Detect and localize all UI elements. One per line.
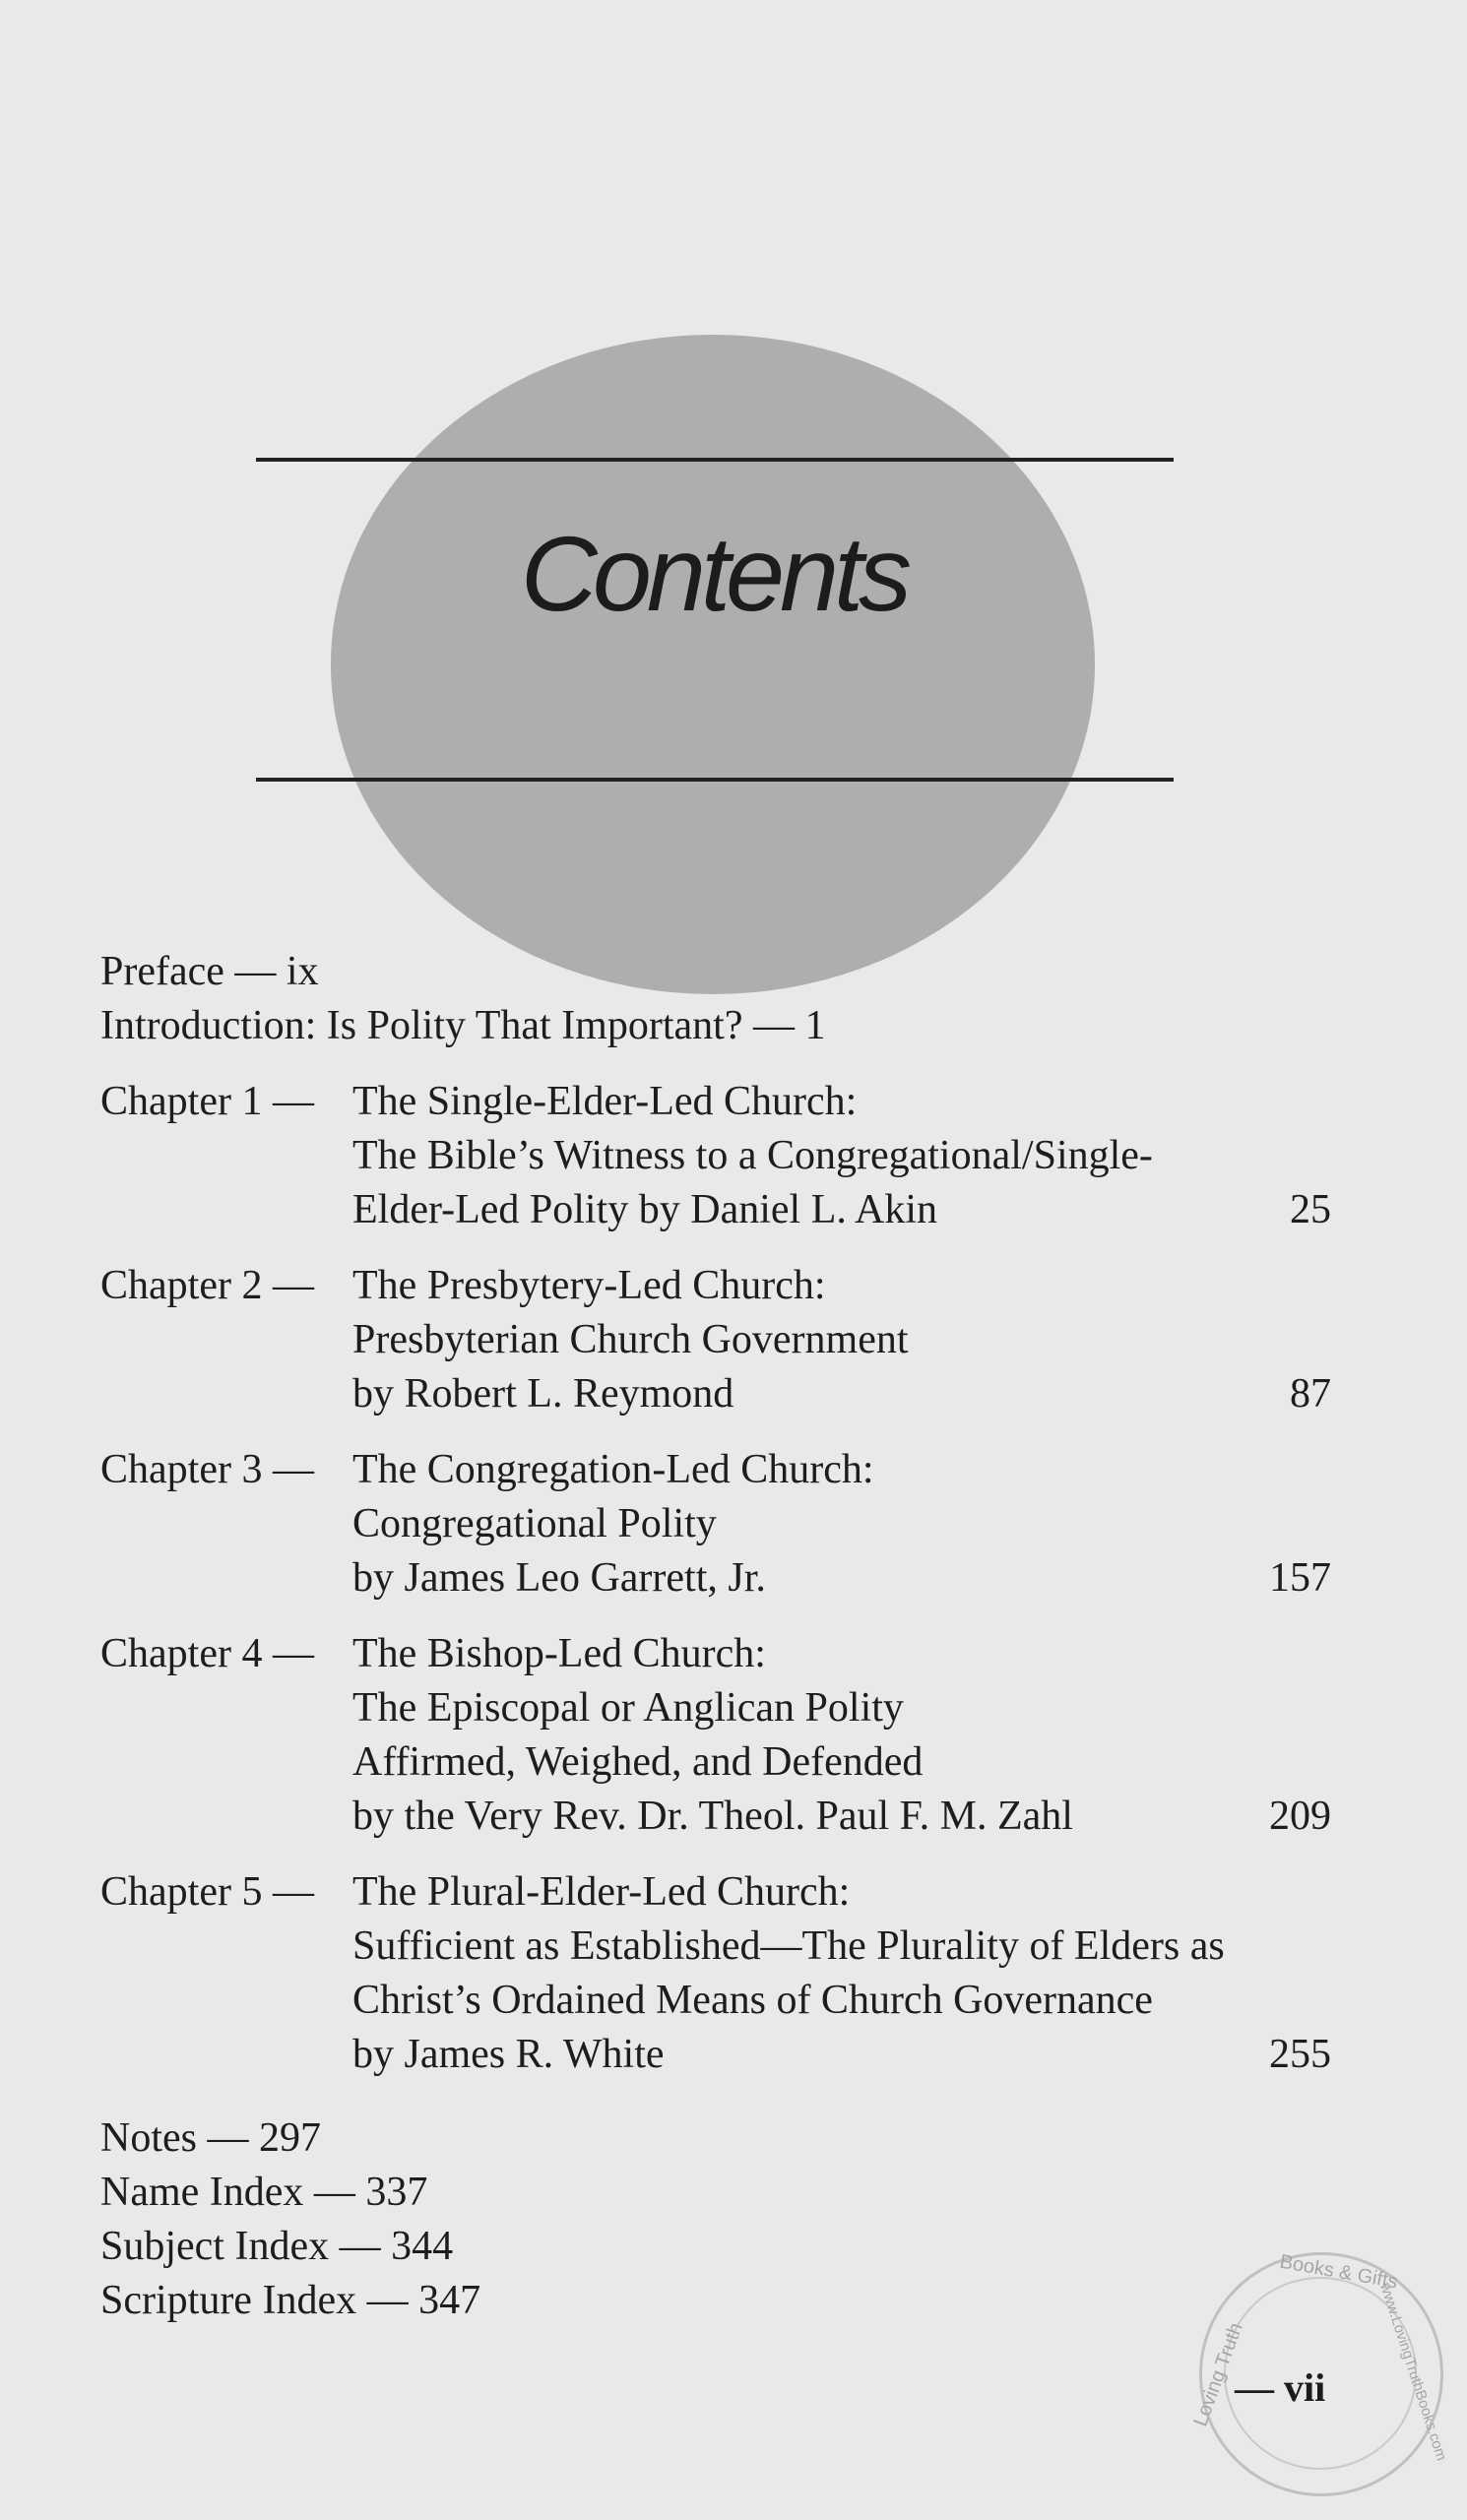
title-rule-bottom <box>256 778 1174 782</box>
toc-entry-name-index[interactable]: Name Index — 337 <box>100 2170 428 2215</box>
background-ellipse <box>331 335 1095 994</box>
chapter-page-number: 209 <box>1269 1794 1331 1839</box>
chapter-author-line: by Robert L. Reymond <box>352 1371 734 1417</box>
chapter-author-line: by James Leo Garrett, Jr. <box>352 1555 766 1601</box>
page-title: Contents <box>520 514 908 633</box>
chapter-page-number: 87 <box>1290 1371 1331 1417</box>
chapter-title-line: Sufficient as Established—The Plurality of Elders as <box>352 1923 1225 1969</box>
toc-entry-introduction[interactable]: Introduction: Is Polity That Important? — 1 <box>100 1003 826 1048</box>
chapter-title-line: Presbyterian Church Government <box>352 1317 909 1362</box>
chapter-title-line: The Plural-Elder-Led Church: <box>352 1869 851 1915</box>
chapter-page-number: 25 <box>1290 1187 1331 1232</box>
stamp-top-text: Books & Gifts <box>1278 2250 1400 2294</box>
back-matter <box>100 2111 1331 2328</box>
chapter-title-line: Affirmed, Weighed, and Defended <box>352 1739 924 1785</box>
chapter-author-line: by James R. White <box>352 2032 665 2077</box>
table-of-contents <box>100 945 1331 2328</box>
chapter-label: Chapter 3 — <box>100 1447 314 1492</box>
toc-entry-preface[interactable]: Preface — ix <box>100 949 319 994</box>
toc-entry-notes[interactable]: Notes — 297 <box>100 2115 321 2161</box>
stamp-right-text: www.LovingTruthBooks.com <box>1376 2281 1450 2463</box>
chapter-title-line: The Episcopal or Anglican Polity <box>352 1685 904 1731</box>
toc-entry-chapter-2[interactable] <box>100 1259 1331 1421</box>
chapter-label: Chapter 1 — <box>100 1079 314 1124</box>
toc-entry-chapter-4[interactable] <box>100 1627 1331 1844</box>
toc-entry-chapter-1[interactable] <box>100 1075 1331 1237</box>
chapter-label: Chapter 4 — <box>100 1631 314 1676</box>
page-folio: — vii <box>1235 2365 1326 2410</box>
toc-entry-chapter-5[interactable] <box>100 1865 1331 2082</box>
chapter-title-line: The Bible’s Witness to a Congregational/Single- <box>352 1133 1153 1178</box>
chapter-author-line: Elder-Led Polity by Daniel L. Akin <box>352 1187 938 1232</box>
chapter-title-line: The Presbytery-Led Church: <box>352 1263 826 1308</box>
chapter-title-line: The Bishop-Led Church: <box>352 1631 766 1676</box>
stamp-left-text: Loving Truth <box>1189 2319 1247 2429</box>
chapter-title-line: The Single-Elder-Led Church: <box>352 1079 858 1124</box>
chapter-title-line: The Congregation-Led Church: <box>352 1447 874 1492</box>
chapter-title-line: Christ’s Ordained Means of Church Governance <box>352 1978 1153 2023</box>
title-rule-top <box>256 458 1174 462</box>
toc-entry-scripture-index[interactable]: Scripture Index — 347 <box>100 2278 481 2323</box>
chapter-page-number: 157 <box>1269 1555 1331 1601</box>
toc-entry-subject-index[interactable]: Subject Index — 344 <box>100 2224 454 2269</box>
toc-entry-chapter-3[interactable] <box>100 1443 1331 1606</box>
front-matter <box>100 945 1331 1053</box>
chapter-label: Chapter 5 — <box>100 1869 314 1915</box>
chapter-page-number: 255 <box>1269 2032 1331 2077</box>
chapter-label: Chapter 2 — <box>100 1263 314 1308</box>
chapter-author-line: by the Very Rev. Dr. Theol. Paul F. M. Zahl <box>352 1794 1073 1839</box>
chapter-title-line: Congregational Polity <box>352 1501 717 1546</box>
